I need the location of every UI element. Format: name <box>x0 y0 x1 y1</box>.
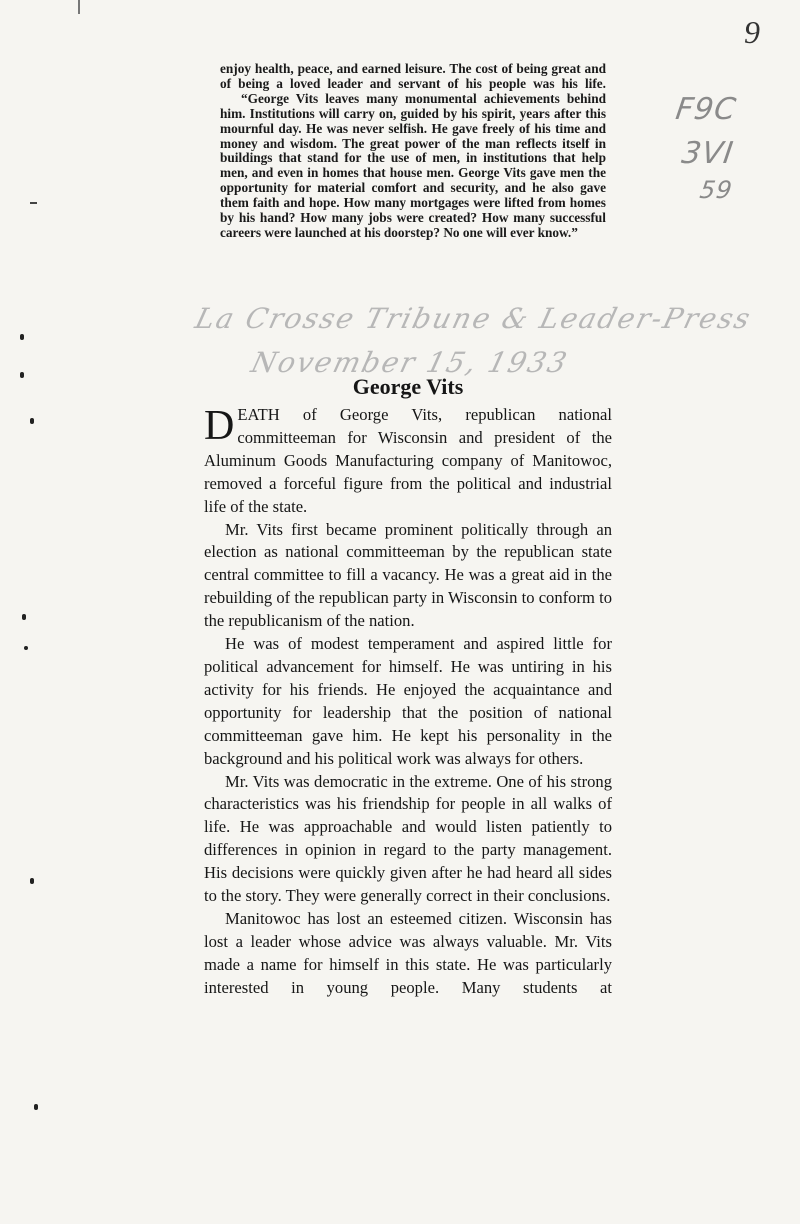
scan-speck <box>20 372 24 378</box>
article-paragraph: Mr. Vits first became prominent politically through an election as national committeeman by the republican state central committee to fill a vacancy. He was a great aid in the rebuilding of the republican party in Wisconsin to conform to the republicanism of the nation. <box>204 519 612 631</box>
clip-paragraph: “George Vits leaves many monumental achievements behind him. Institutions will carry on, guided by his spirit, years after this mournful day. He was never selfish. He gave freely of his time and money and wisdom. The great power of the man reflects itself in buildings that stand for the use of men, in institutions that help men, and even in homes that house men. George Vits gave men the opportunity for material comfort and security, and he also gave them faith and hope. How many mortgages were lifted from homes by his hand? How many jobs were created? How many successful careers were launched at his doorstep? No one will ever know.” <box>220 90 606 240</box>
drop-cap: D <box>204 403 235 449</box>
scan-speck <box>30 202 37 204</box>
archive-mark: F9C <box>673 92 739 127</box>
scan-speck <box>30 418 34 424</box>
article-paragraph: Mr. Vits was democratic in the extreme. One of his strong characteristics was his friendship for people in all walks of life. He was approachable and would listen patiently to differences in opinion in regard to the party management. His decisions were quickly given after he had heard all sides to the story. They were generally correct in their conclusions. <box>204 771 612 906</box>
scan-speck <box>30 878 34 884</box>
article-headline: George Vits <box>352 374 464 399</box>
scan-speck <box>34 1104 38 1110</box>
previous-column-clipping <box>220 62 606 241</box>
article-lead-text: EATH of George Vits, republican national committeeman for Wisconsin and president of the Aluminum Goods Manufacturing company of Manitowoc, removed a forceful figure from the political and industrial life of the state. <box>204 405 612 516</box>
handwritten-date-note: November 15, 1933 <box>247 346 572 379</box>
scan-speck <box>22 614 26 620</box>
scan-speck <box>24 646 28 650</box>
archive-mark: 3VI <box>679 136 736 171</box>
editorial-article <box>204 404 612 1000</box>
handwritten-source-note: La Crosse Tribune & Leader-Press <box>191 302 756 335</box>
scan-speck <box>20 334 24 340</box>
page-number: 9 <box>744 14 760 50</box>
article-paragraph <box>204 404 612 519</box>
archive-mark: 59 <box>698 176 735 204</box>
article-paragraph: He was of modest temperament and aspired little for political advancement for himself. He was untiring in his activity for his friends. He enjoyed the acquaintance and opportunity for leadership that the position of national committeeman gave him. He kept his personality in the background and his political work was always for others. <box>204 634 612 768</box>
article-paragraph: Manitowoc has lost an esteemed citizen. Wisconsin has lost a leader whose advice was always valuable. Mr. Vits made a name for himself in this state. He was particularly interested in young people. Many students at <box>204 908 612 997</box>
clip-paragraph: enjoy health, peace, and earned leisure. The cost of being great and of being a loved leader and servant of his people was his life. <box>220 61 606 91</box>
binder-mark <box>78 0 80 14</box>
